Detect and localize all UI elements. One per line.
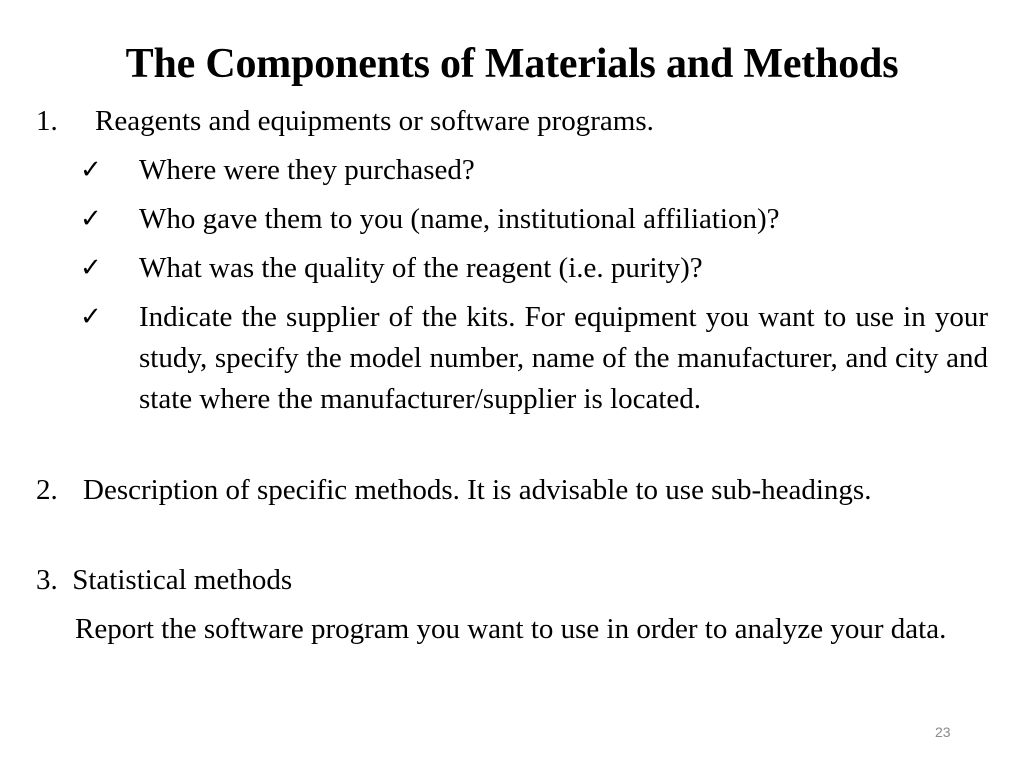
checkmark-icon: ✓	[80, 155, 102, 185]
checkmark-icon: ✓	[80, 204, 102, 234]
checkmark-icon: ✓	[80, 253, 102, 283]
list-item-3	[36, 560, 292, 601]
list-item-3-number: 3.	[36, 564, 58, 596]
checklist-item	[80, 199, 988, 240]
checklist-item	[80, 297, 988, 420]
checklist-item	[80, 248, 988, 289]
page-number: 23	[935, 724, 951, 740]
checklist-item-text: Who gave them to you (name, institutional affiliation)?	[139, 203, 780, 235]
checklist-item-text: Where were they purchased?	[139, 154, 475, 186]
list-item-2	[36, 470, 988, 511]
list-item-3-text: Statistical methods	[72, 564, 293, 596]
report-paragraph: Report the software program you want to use in order to analyze your data.	[75, 613, 947, 645]
list-item-1-text: Reagents and equipments or software programs.	[95, 105, 654, 137]
checklist-item-text: What was the quality of the reagent (i.e. purity)?	[139, 252, 703, 284]
checklist-item-text: Indicate the supplier of the kits. For equipment you want to use in your study, specify the model number, name of the manufacturer, and city and state where the manufacturer/supplier is located.	[139, 301, 988, 415]
list-item-2-number: 2.	[36, 474, 58, 506]
checklist-item	[80, 150, 988, 191]
slide-title: The Components of Materials and Methods	[125, 41, 899, 87]
checkmark-icon: ✓	[80, 302, 102, 332]
list-item-1-number: 1.	[36, 105, 58, 137]
checklist	[80, 150, 988, 428]
list-item-2-text: Description of specific methods. It is advisable to use sub-headings.	[83, 474, 872, 506]
